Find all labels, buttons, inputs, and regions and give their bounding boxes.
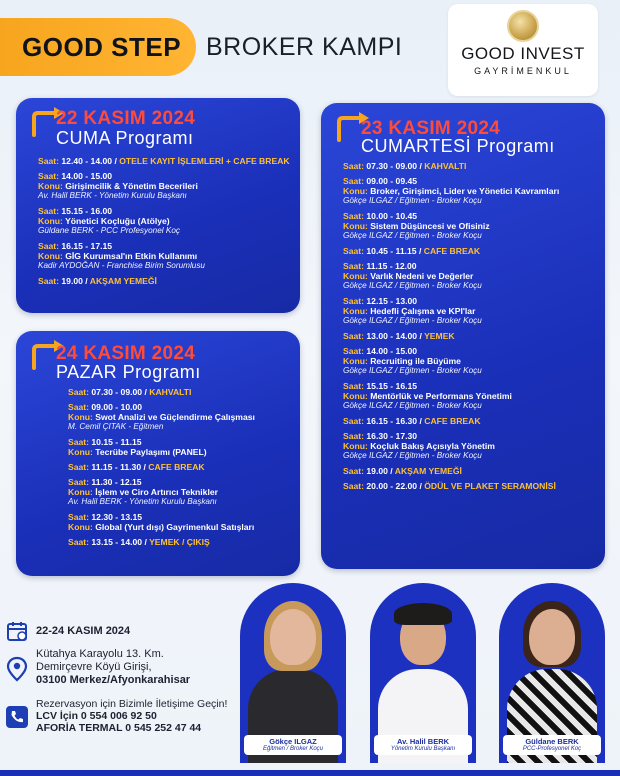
- entry-time: 19.00: [366, 466, 388, 476]
- entry-time: 20.00 - 22.00: [366, 481, 418, 491]
- speaker-label: [244, 735, 342, 755]
- entry-time: 16.15 - 17.15: [61, 241, 113, 251]
- entry-topic-line: [343, 306, 605, 316]
- entry-time: 07.30 - 09.00: [91, 387, 143, 397]
- saat-label: Saat:: [343, 211, 365, 221]
- schedule-entry: [343, 176, 605, 206]
- schedule-entry: [343, 416, 605, 426]
- konu-label: Konu:: [343, 356, 368, 366]
- konu-label: Konu:: [68, 487, 93, 497]
- entry-time-line: [343, 431, 605, 441]
- entry-separator: /: [417, 416, 425, 426]
- entry-topic-line: [38, 216, 300, 226]
- schedule-entry: [68, 437, 300, 457]
- konu-label: Konu:: [38, 216, 63, 226]
- entry-time: 11.15 - 11.30: [91, 462, 142, 472]
- saat-label: Saat:: [68, 437, 90, 447]
- entry-speaker: Av. Halil BERK - Yönetim Kurulu Başkanı: [68, 497, 217, 506]
- company-logo: [448, 4, 598, 96]
- entry-separator: /: [141, 462, 149, 472]
- entry-topic-line: [343, 186, 605, 196]
- schedule-entry: [38, 171, 300, 201]
- saat-label: Saat:: [68, 537, 90, 547]
- konu-label: Konu:: [343, 271, 368, 281]
- schedule-entry: [343, 161, 605, 171]
- entry-time-line: [68, 387, 300, 397]
- entry-separator: /: [82, 276, 90, 286]
- entry-time: 14.00 - 15.00: [61, 171, 113, 181]
- entry-speaker: M. Cemil ÇITAK - Eğitmen: [68, 422, 164, 431]
- entry-speaker: Gökçe ILGAZ / Eğitmen - Broker Koçu: [343, 401, 482, 410]
- card-program-title: CUMA Programı: [56, 128, 194, 148]
- speaker-card: [370, 583, 476, 773]
- entry-time: 10.15 - 11.15: [91, 437, 142, 447]
- entry-time-line: [343, 296, 605, 306]
- card-date: 22 KASIM 2024: [56, 108, 196, 129]
- address-row: [6, 648, 246, 692]
- entry-list: [68, 387, 300, 552]
- entry-speaker: Gökçe ILGAZ / Eğitmen - Broker Koçu: [343, 196, 482, 205]
- entry-topic-line: [38, 251, 300, 261]
- entry-time: 15.15 - 16.00: [61, 206, 113, 216]
- event-date: 22-24 KASIM 2024: [36, 625, 131, 637]
- entry-topic: Broker, Girişimci, Lider ve Yönetici Kavramları: [370, 186, 560, 196]
- saat-label: Saat:: [38, 156, 60, 166]
- calendar-icon: [6, 620, 28, 642]
- address-line-2: Demirçevre Köyü Girişi,: [36, 661, 152, 673]
- konu-label: Konu:: [68, 447, 93, 457]
- speaker-name: Güldane BERK: [525, 737, 579, 746]
- entry-topic-line: [343, 221, 605, 231]
- entry-time-line: [38, 171, 300, 181]
- entry-separator: /: [112, 156, 120, 166]
- entry-note: CAFE BREAK: [424, 416, 481, 426]
- reservation-text: Rezervasyon için Bizimle İletişime Geçin!: [36, 698, 228, 710]
- entry-separator: /: [387, 466, 395, 476]
- schedule-entry: [343, 296, 605, 326]
- entry-time-line: [38, 156, 300, 166]
- entry-time: 12.15 - 13.00: [366, 296, 418, 306]
- konu-label: Konu:: [343, 221, 368, 231]
- schedule-entry: [343, 381, 605, 411]
- entry-time-line: [68, 437, 300, 447]
- saat-label: Saat:: [68, 512, 90, 522]
- phone-aforia[interactable]: AFORİA TERMAL 0 545 252 47 44: [36, 722, 202, 734]
- speaker-label: [374, 735, 472, 755]
- speaker-role: Yönetim Kurulu Başkanı: [390, 746, 456, 752]
- schedule-entry: [68, 477, 300, 507]
- saat-label: Saat:: [38, 276, 60, 286]
- entry-note: AKŞAM YEMEĞİ: [89, 276, 157, 286]
- address-line-1: Kütahya Karayolu 13. Km.: [36, 648, 164, 660]
- entry-note: KAHVALTI: [149, 387, 192, 397]
- card-date: 24 KASIM 2024: [56, 343, 196, 364]
- entry-note: YEMEK: [424, 331, 455, 341]
- entry-speaker: Av. Halil BERK - Yönetim Kurulu Başkanı: [38, 191, 187, 200]
- schedule-entry: [68, 462, 300, 472]
- entry-time-line: [343, 211, 605, 221]
- entry-time-line: [343, 331, 605, 341]
- schedule-entry: [68, 537, 300, 547]
- contact-row: [6, 698, 246, 734]
- entry-topic: Recruiting ile Büyüme: [370, 356, 461, 366]
- entry-separator: /: [417, 481, 425, 491]
- entry-note: AKŞAM YEMEĞİ: [394, 466, 462, 476]
- entry-speaker: Güldane BERK - PCC Profesyonel Koç: [38, 226, 180, 235]
- saat-label: Saat:: [343, 261, 365, 271]
- entry-topic-line: [343, 356, 605, 366]
- entry-list: [38, 156, 300, 291]
- entry-time: 14.00 - 15.00: [366, 346, 418, 356]
- schedule-entry: [343, 331, 605, 341]
- card-program-title: CUMARTESİ Programı: [361, 136, 555, 156]
- entry-speaker: Gökçe ILGAZ / Eğitmen - Broker Koçu: [343, 231, 482, 240]
- entry-time: 10.00 - 10.45: [366, 211, 418, 221]
- entry-topic: İşlem ve Ciro Artırıcı Teknikler: [95, 487, 218, 497]
- schedule-entry: [68, 512, 300, 532]
- entry-separator: /: [416, 246, 424, 256]
- speaker-name: Av. Halil BERK: [396, 737, 450, 746]
- schedule-entry: [38, 156, 300, 166]
- entry-topic: Global (Yurt dışı) Gayrimenkul Satışları: [95, 522, 255, 532]
- title-pill: [0, 18, 196, 76]
- entry-note: CAFE BREAK: [423, 246, 481, 256]
- entry-time-line: [343, 416, 605, 426]
- saat-label: Saat:: [68, 477, 90, 487]
- entry-time-line: [68, 462, 300, 472]
- entry-time: 10.45 - 11.15: [366, 246, 417, 256]
- saat-label: Saat:: [343, 381, 365, 391]
- schedule-entry: [38, 206, 300, 236]
- konu-label: Konu:: [343, 186, 368, 196]
- entry-topic: Koçluk Bakış Açısıyla Yönetim: [370, 441, 495, 451]
- entry-topic-line: [38, 181, 300, 191]
- entry-time-line: [343, 346, 605, 356]
- schedule-entry: [343, 481, 605, 491]
- entry-note: ÖDÜL VE PLAKET SERAMONİSİ: [424, 481, 556, 491]
- speaker-name: Gökçe ILGAZ: [269, 737, 317, 746]
- logo-subtitle: GAYRİMENKUL: [474, 66, 572, 76]
- phone-icon: [6, 706, 28, 728]
- entry-time: 13.00 - 14.00: [366, 331, 418, 341]
- saat-label: Saat:: [68, 462, 90, 472]
- saat-label: Saat:: [343, 431, 365, 441]
- entry-time: 09.00 - 10.00: [91, 402, 143, 412]
- saat-label: Saat:: [38, 171, 60, 181]
- address-line-3: 03100 Merkez/Afyonkarahisar: [36, 674, 191, 686]
- speaker-role: PCC-Profesyonel Koç: [522, 746, 582, 752]
- saat-label: Saat:: [343, 466, 365, 476]
- speaker-label: [503, 735, 601, 755]
- schedule-entry: [343, 261, 605, 291]
- card-day22: [16, 98, 300, 313]
- schedule-entry: [343, 346, 605, 376]
- entry-topic-line: [68, 522, 300, 532]
- speaker-card: [499, 583, 605, 773]
- entry-topic: GİG Kurumsal'ın Etkin Kullanımı: [65, 251, 198, 261]
- entry-time: 13.15 - 14.00: [91, 537, 143, 547]
- saat-label: Saat:: [343, 246, 365, 256]
- entry-topic-line: [343, 441, 605, 451]
- entry-note: YEMEK / ÇIKIŞ: [149, 537, 210, 547]
- entry-time: 16.30 - 17.30: [366, 431, 418, 441]
- entry-list: [343, 161, 605, 496]
- saat-label: Saat:: [68, 387, 90, 397]
- schedule-entry: [38, 276, 300, 286]
- entry-note: KAHVALTI: [424, 161, 467, 171]
- entry-topic: Varlık Nedeni ve Değerler: [370, 271, 474, 281]
- entry-time-line: [38, 206, 300, 216]
- entry-topic: Tecrübe Paylaşımı (PANEL): [95, 447, 207, 457]
- entry-time: 11.30 - 12.15: [91, 477, 142, 487]
- entry-note: CAFE BREAK: [148, 462, 205, 472]
- logo-name: GOOD INVEST: [461, 44, 585, 63]
- entry-time-line: [38, 241, 300, 251]
- saat-label: Saat:: [343, 176, 365, 186]
- entry-separator: /: [417, 331, 425, 341]
- entry-note: OTELE KAYIT İŞLEMLERİ + CAFE BREAK: [119, 156, 290, 166]
- speaker-role: Eğitmen / Broker Koçu: [262, 746, 324, 752]
- bottom-bar: [0, 770, 620, 776]
- saat-label: Saat:: [343, 346, 365, 356]
- entry-time: 09.00 - 09.45: [366, 176, 418, 186]
- entry-speaker: Kadir AYDOĞAN - Franchise Birim Sorumlusu: [38, 261, 205, 270]
- entry-time-line: [343, 481, 605, 491]
- saat-label: Saat:: [343, 296, 365, 306]
- title-bold: GOOD STEP: [22, 31, 182, 62]
- entry-separator: /: [142, 387, 150, 397]
- konu-label: Konu:: [68, 412, 93, 422]
- schedule-entry: [343, 466, 605, 476]
- konu-label: Konu:: [38, 181, 63, 191]
- entry-speaker: Gökçe ILGAZ / Eğitmen - Broker Koçu: [343, 366, 482, 375]
- schedule-entry: [38, 241, 300, 271]
- entry-time-line: [68, 537, 300, 547]
- card-day23: [321, 103, 605, 569]
- entry-topic-line: [68, 487, 300, 497]
- entry-time: 07.30 - 09.00: [366, 161, 418, 171]
- entry-time-line: [343, 176, 605, 186]
- schedule-entry: [343, 246, 605, 256]
- entry-topic-line: [343, 271, 605, 281]
- entry-time: 19.00: [61, 276, 83, 286]
- saat-label: Saat:: [343, 481, 365, 491]
- title-rest: BROKER KAMPI: [206, 33, 403, 61]
- entry-time-line: [68, 477, 300, 487]
- entry-time: 16.15 - 16.30: [366, 416, 418, 426]
- konu-label: Konu:: [343, 306, 368, 316]
- entry-speaker: Gökçe ILGAZ / Eğitmen - Broker Koçu: [343, 281, 482, 290]
- location-pin-icon: [6, 656, 28, 682]
- entry-time-line: [343, 161, 605, 171]
- card-program-title: PAZAR Programı: [56, 362, 201, 382]
- event-date-row: [6, 620, 246, 644]
- entry-topic: Yönetici Koçluğu (Atölye): [65, 216, 170, 226]
- entry-time-line: [68, 402, 300, 412]
- entry-topic: Mentörlük ve Performans Yönetimi: [370, 391, 512, 401]
- konu-label: Konu:: [343, 441, 368, 451]
- entry-topic-line: [343, 391, 605, 401]
- schedule-entry: [68, 387, 300, 397]
- entry-time: 11.15 - 12.00: [366, 261, 417, 271]
- saat-label: Saat:: [68, 402, 90, 412]
- saat-label: Saat:: [343, 331, 365, 341]
- schedule-entry: [68, 402, 300, 432]
- entry-topic-line: [68, 412, 300, 422]
- entry-speaker: Gökçe ILGAZ / Eğitmen - Broker Koçu: [343, 316, 482, 325]
- entry-time-line: [343, 246, 605, 256]
- entry-time: 12.30 - 13.15: [91, 512, 143, 522]
- saat-label: Saat:: [38, 241, 60, 251]
- saat-label: Saat:: [343, 161, 365, 171]
- schedule-entry: [343, 431, 605, 461]
- entry-separator: /: [142, 537, 150, 547]
- entry-topic: Hedefli Çalışma ve KPI'lar: [370, 306, 476, 316]
- card-day24: [16, 331, 300, 576]
- entry-separator: /: [417, 161, 425, 171]
- event-info: [6, 620, 246, 734]
- konu-label: Konu:: [38, 251, 63, 261]
- konu-label: Konu:: [68, 522, 93, 532]
- entry-topic: Swot Analizi ve Güçlendirme Çalışması: [95, 412, 255, 422]
- konu-label: Konu:: [343, 391, 368, 401]
- phone-lcv[interactable]: LCV İçin 0 554 006 92 50: [36, 710, 157, 722]
- schedule-entry: [343, 211, 605, 241]
- entry-time-line: [68, 512, 300, 522]
- entry-topic: Girişimcilik & Yönetim Becerileri: [65, 181, 198, 191]
- entry-topic-line: [68, 447, 300, 457]
- saat-label: Saat:: [38, 206, 60, 216]
- card-date: 23 KASIM 2024: [361, 118, 501, 139]
- entry-time: 15.15 - 16.15: [366, 381, 418, 391]
- entry-time-line: [343, 466, 605, 476]
- entry-topic: Sistem Düşüncesi ve Ofisiniz: [370, 221, 490, 231]
- entry-time-line: [343, 381, 605, 391]
- entry-speaker: Gökçe ILGAZ / Eğitmen - Broker Koçu: [343, 451, 482, 460]
- speaker-card: [240, 583, 346, 773]
- saat-label: Saat:: [343, 416, 365, 426]
- entry-time: 12.40 - 14.00: [61, 156, 113, 166]
- entry-time-line: [343, 261, 605, 271]
- logo-emblem-icon: [507, 10, 539, 42]
- entry-time-line: [38, 276, 300, 286]
